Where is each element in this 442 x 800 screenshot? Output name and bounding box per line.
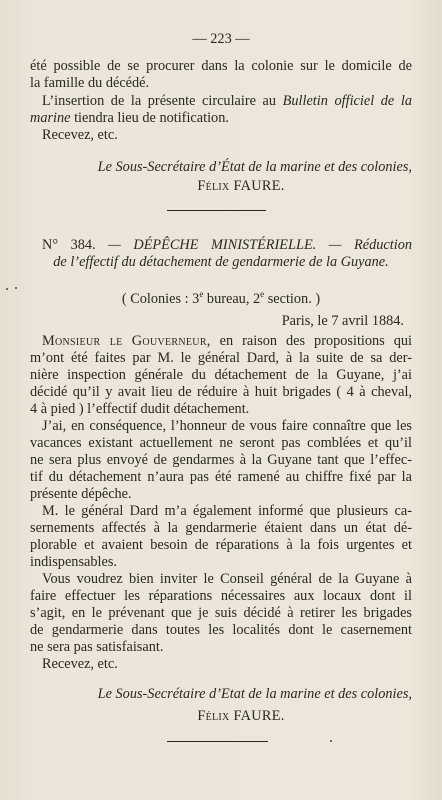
- text-line: présente dépêche.: [30, 486, 132, 502]
- body-paragraph-4: [30, 571, 412, 656]
- signature-name: Félix FAURE.: [197, 178, 285, 194]
- text-line: M. le général Dard m’a également informé que plusieurs ca-: [42, 503, 412, 519]
- closing-text: Recevez, etc.: [42, 127, 118, 143]
- text-line: la famille du décédé.: [30, 75, 150, 91]
- text-line: ne sera plus envoyé de gendarmes à la Guyane tant que l’effec-: [30, 452, 412, 468]
- signature-2: [30, 686, 412, 703]
- heading-type: — DÉPÊCHE MINISTÉRIELLE. —: [108, 237, 342, 253]
- page-number-block: [30, 31, 412, 48]
- bulletin-title: Bulletin officiel de la: [282, 93, 412, 109]
- separator-rule: [167, 210, 266, 211]
- bureau-line: ( Colonies : 3e bureau, 2e section. ): [121, 289, 321, 307]
- text-line: [30, 93, 412, 110]
- text-line: vacances existant actuellement ne seront pas comblées et qu’il: [30, 435, 412, 451]
- ink-speck: [330, 740, 332, 742]
- signature-1-name-block: [30, 178, 412, 195]
- body-paragraph-3: [30, 503, 412, 571]
- dateline: Paris, le 7 avril 1884.: [281, 313, 404, 329]
- text-line: plorable et avaient besoin de réparations à la fois urgentes et: [30, 537, 412, 553]
- body-paragraph-1: [30, 333, 412, 418]
- page-number: — 223 —: [192, 31, 250, 47]
- insertion-paragraph: [30, 93, 412, 127]
- insertion-pre: L’insertion de la présente circulaire au: [42, 93, 283, 109]
- signature-1: [30, 159, 412, 176]
- text-line: [30, 110, 412, 127]
- bureau-block: [30, 286, 412, 307]
- ink-speck: [15, 287, 17, 289]
- text-line: de gendarmerie dans toutes les localités dont le casernement: [30, 622, 412, 638]
- heading-line: [30, 237, 412, 254]
- text-line: m’ont été faites par M. le général Dard, à la suite de sa der-: [30, 350, 412, 366]
- signature-2-name-block: [30, 708, 412, 725]
- text-line: Vous voudrez bien inviter le Conseil général de la Guyane à: [42, 571, 412, 587]
- text-line: 4 à pied ) l’effectif dudit détachement.: [30, 401, 250, 417]
- dateline-block: [30, 313, 412, 330]
- text-line: nière inspection générale du détachement de la Guyane, j’ai: [30, 367, 412, 383]
- intro-paragraph: [30, 58, 412, 92]
- text-line: été possible de se procurer dans la colonie sur le domicile de: [30, 58, 412, 74]
- insertion-post: tiendra lieu de notification.: [70, 110, 229, 126]
- salutation: Monsieur le Gouverneur,: [42, 333, 211, 349]
- end-rule: [167, 741, 268, 742]
- closing-2: [30, 656, 412, 673]
- document-heading: [30, 237, 412, 271]
- closing-1: [30, 127, 412, 144]
- ink-speck: [6, 288, 8, 290]
- text-line: faire effectuer les réparations nécessaires aux locaux dont il: [30, 588, 412, 604]
- text-line: tif du détachement n’aura pas été ramené au chiffre fixé par la: [30, 469, 412, 485]
- text-line: s’agit, en le prévenant que je suis décidé à retirer les brigades: [30, 605, 412, 621]
- signature-title: Le Sous-Secrétaire d’État de la marine et des colonies,: [97, 159, 412, 175]
- heading-subject: de l’effectif du détachement de gendarmerie de la Guyane.: [53, 254, 389, 270]
- closing-text: Recevez, etc.: [42, 656, 118, 672]
- marine-word: marine: [30, 110, 71, 126]
- heading-number: N° 384.: [42, 237, 96, 253]
- text-line: ne sera pas satisfaisant.: [30, 639, 164, 655]
- body-paragraph-2: [30, 418, 412, 503]
- signature-name: Félix FAURE.: [197, 708, 285, 724]
- salutation-rest: en raison des propositions qui: [210, 333, 412, 349]
- text-line: [30, 333, 412, 350]
- text-line: J’ai, en conséquence, l’honneur de vous faire connaître que les: [42, 418, 412, 434]
- text-line: indispensables.: [30, 554, 117, 570]
- text-line: sernements affectés à la gendarmerie étaient dans un état dé-: [30, 520, 412, 536]
- heading-subject-start: Réduction: [341, 237, 412, 253]
- signature-title: Le Sous-Secrétaire d’Etat de la marine et des colonies,: [97, 686, 412, 702]
- text-line: décidé qu’il y avait lieu de réduire à huit brigades ( 4 à cheval,: [30, 384, 412, 400]
